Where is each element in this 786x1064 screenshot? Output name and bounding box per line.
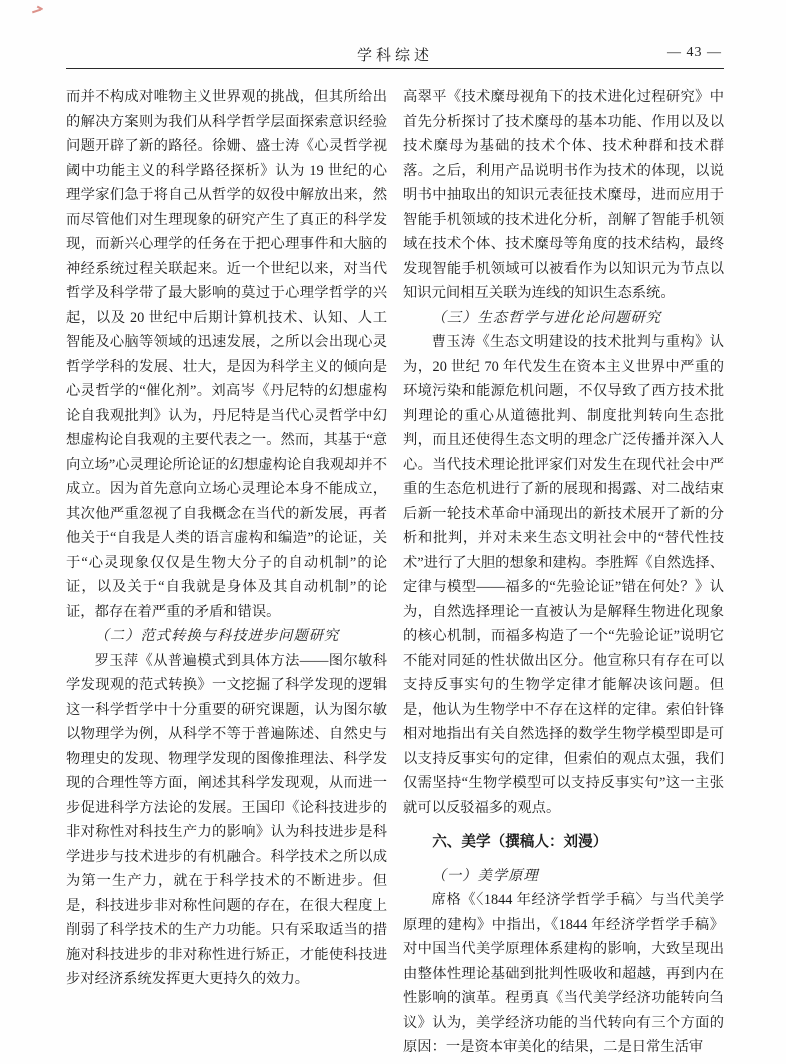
paragraph-aesthetic-principles: 席格《〈1844 年经济学哲学手稿〉与当代美学原理的建构》中指出，《1844 年经济学哲学手稿》对中国当代美学原理体系建构的影响，大致呈现出由整体性理论基础到批判性吸收和超越，再到内在性影响的演革。程勇真《当代美学经济功能转向刍议》认为，美学经济功能的当代转向有三个方面的原因：一是资本审美化的结果，二是日常生活审 [403, 892, 724, 1055]
subsection-heading-aesthetic-principles: （一）美学原理 [431, 867, 539, 884]
page-number: — 43 — [667, 45, 722, 60]
text-columns [66, 85, 724, 1060]
paragraph-eco-philosophy: 曹玉涛《生态文明建设的技术批判与重构》认为，20 世纪 70 年代发生在资本主义世界中严重的环境污染和能源危机问题，不仅导致了西方技术批判理论的重心从道德批判、制度批判转向生态批判，而且还使得生态文明的理念广泛传播并深入人心。当代技术理论批评家们对发生在现代社会中严重的生态危机进行了新的展现和揭露、对二战结束后新一轮技术革命中涌现出的新技术展开了新的分析和批判，并对未来生态文明社会中的“替代性技术”进行了大胆的想象和建构。李胜辉《自然选择、定律与模型——福多的“先验论证”错在何处？》认为，自然选择理论一直被认为是解释生物进化现象的核心机制，而福多构造了一个“先验论证”说明它不能对同延的性状做出区分。他宣称只有存在可以支持反事实句的生物学定律才能解决该问题。但是，他认为生物学中不存在这样的定律。索伯针锋相对地指出有关自然选择的数学生物学模型即是可以支持反事实句的定律，但索伯的观点太强，我们仅需坚持“生物学模型可以支持反事实句”这一主张就可以反驳福多的观点。 [403, 334, 724, 816]
right-column [403, 85, 724, 1060]
stray-red-mark-icon [32, 6, 44, 15]
left-column [66, 85, 387, 1060]
subsection-heading-paradigm-shift: （二）范式转换与科技进步问题研究 [94, 628, 340, 644]
page-header [66, 44, 724, 69]
paragraph-tech-evolution: 高翠平《技术糜母视角下的技术进化过程研究》中首先分析探讨了技术糜母的基本功能、作用以及以技术糜母为基础的技术个体、技术种群和技术群落。之后，利用产品说明书作为技术的体现，以说明书中抽取出的知识元表征技术糜母，进而应用于智能手机领域的技术进化分析，剖解了智能手机领域在技术个体、技术糜母等角度的技术结构，最终发现智能手机领域可以被看作为以知识元为节点以知识元间相互关联为连线的知识生态系统。 [403, 89, 724, 301]
running-head: 学科综述 [356, 48, 433, 64]
paragraph-philosophy-of-mind: 而并不构成对唯物主义世界观的挑战，但其所给出的解决方案则为我们从科学哲学层面探索意识经验问题开辟了新的路径。徐姗、盛士涛《心灵哲学视阈中功能主义的科学路径探析》认为 19 世纪的心理学家们急于将自己从哲学的奴役中解放出来，然而尽管他们对生理现象的研究产生了真正的科学发现，而新兴心理学的任务在于把心理事件和大脑的神经系统过程关联起来。近一个世纪以来，对当代哲学及科学带了最大影响的莫过于心理学哲学的兴起，以及 20 世纪中后期计算机技术、认知、人工智能及心脑等领域的迅速发展，之所以会出现心灵哲学学科的发展、壮大，是因为科学主义的倾向是心灵哲学的“催化剂”。刘高岑《丹尼特的幻想虚构论自我观批判》认为，丹尼特是当代心灵哲学中幻想虚构论自我观的主要代表之一。然而，其基于“意向立场”心灵理论所论证的幻想虚构论自我观却并不成立。因为首先意向立场心灵理论本身不能成立，其次他严重忽视了自我概念在当代的新发展，再者他关于“自我是人类的语言虚构和编造”的论证，关于“心灵现象仅仅是生物大分子的自动机制”的论证，以及关于“自我就是身体及其自动机制”的论证，都存在着严重的矛盾和错误。 [66, 89, 387, 620]
paragraph-paradigm-shift: 罗玉萍《从普遍模式到具体方法——图尔敏科学发现观的范式转换》一文挖掘了科学发现的逻辑这一科学哲学中十分重要的研究课题，认为图尔敏以物理学为例，从科学不等于普遍陈述、自然史与物理史的发现、物理学发现的图像推理法、科学发现的合理性等方面，阐述其科学发现观，从而进一步促进科学方法论的发展。王国印《论科技进步的非对称性对科技生产力的影响》认为科技进步是科学进步与技术进步的有机融合。科学技术之所以成为第一生产力，就在于科学技术的不断进步。但是，科技进步非对称性问题的存在，在很大程度上削弱了科学技术的生产力功能。只有采取适当的措施对科技进步的非对称性进行矫正，才能使科技进步对经济系统发挥更大更持久的效力。 [66, 652, 387, 987]
subsection-heading-eco-philosophy: （三）生态哲学与进化论问题研究 [431, 309, 662, 326]
section-heading-aesthetics: 六、美学（撰稿人：刘漫） [432, 834, 608, 850]
